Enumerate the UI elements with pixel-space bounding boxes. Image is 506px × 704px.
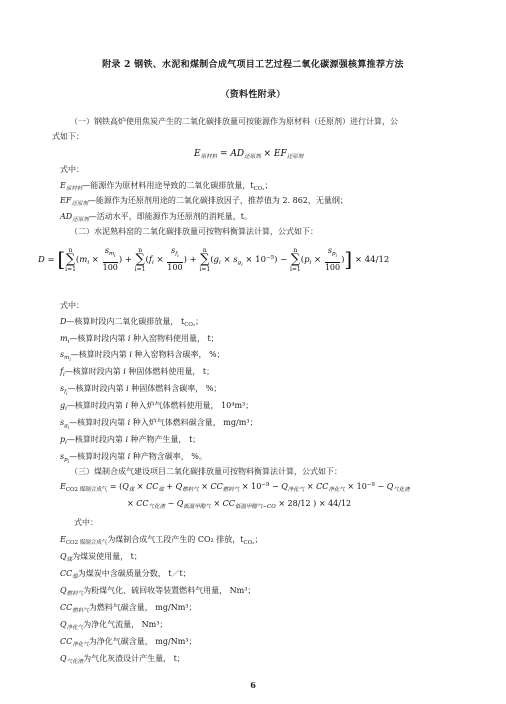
section3-def-Q-fuel: $Q_{燃料气}$为粉煤气化、硫回收等装置燃料气用量， Nm³； (60, 586, 256, 597)
section2-def-sf: $s_{f_i}—$核算时段内第 i 种固体燃料含碳率， %； (60, 384, 222, 398)
section2-intro: （二）水泥熟料窑的二氧化碳排放量可按物料衡算法计算，公式如下： (70, 227, 318, 236)
section2-def-f: $f_i—$核算时段内第 i 种固体燃料使用量， t； (60, 367, 215, 378)
section1-intro-line2: 式如下： (52, 132, 84, 141)
section3-where: 式中： (74, 518, 98, 527)
section2-def-sp: $s_{p_i}—$核算时段内第 i 种产物含碳率， %。 (60, 452, 207, 466)
equation-3-line1: $E_{CO2 煤制合成气} = (Q_煤 \times CC_煤 + Q_{燃料气} \times CC_{燃料气} \times 10^{-9} - Q_{净化气} \times CC_{净化气} \times 10^{-9} - Q_{气化渣}$ (60, 482, 410, 493)
section2-def-sg: $s_{g_i}—$核算时段内第 i 种入炉气体燃料碳含量， mg/m³； (60, 418, 258, 432)
appendix-subtitle: （资料性附录） (220, 90, 286, 100)
section3-def-Q-coal: $Q_煤$为煤炭使用量， t； (60, 552, 142, 563)
section3-def-CC-coal: $CC_煤$为煤炭中含碳质量分数， t／t； (60, 569, 191, 580)
section2-def-g: $g_i—$核算时段内第 i 种入炉气体燃料使用量， 10⁴m³； (60, 401, 254, 412)
section3-intro: （三）煤制合成气建设项目二氧化碳排放量可按物料衡算法计算，公式如下： (70, 467, 342, 476)
page-number: 6 (250, 680, 256, 690)
section3-def-Q-purified: $Q_{净化气}$为净化气流量， Nm³； (60, 620, 168, 631)
section2-def-sm: $s_{m_i}—$核算时段内第 i 种入窑物料含碳率， %； (60, 350, 225, 364)
section1-where: 式中： (60, 165, 84, 174)
equation-2: D = [ n ∑ $i=1(m_i$ × $\frac{s_{m_i}}{100}$ ) + n ∑ $i=1(f_i$ × $\frac{s_{f_i}}{100}$ ) + n ∑ $i=1(g_i \times s_{g_i} \times 10^{-5}) - n$ ∑ $i=1(p_i$ × $\frac{s_{p_i}}{100}$ )] × 44/12 (38, 246, 390, 273)
section3-def-E: $E_{CO2 煤制合成气}$为煤制合成气工段产生的 CO₂ 排放，$t_{CO_2}$； (60, 535, 263, 546)
section3-def-CC-fuel: $CC_{燃料气}$为燃料气碳含量， mg/Nm³； (60, 603, 197, 614)
section2-def-p: $p_i—$核算时段内第 i 种产物产生量， t； (60, 435, 201, 446)
section2-def-D: D—核算时段内二氧化碳排放量， $t_{CO_2}$； (60, 317, 204, 328)
section1-def-2: $EF_{还原剂}—$能源作为还原剂用途的二氧化碳排放因子，推荐值为 2. 862，无量纲； (60, 196, 348, 207)
equation-1: $E_{原材料} = AD_{还原剂} \times EF_{还原剂}$ (194, 149, 304, 160)
section2-where: 式中： (60, 301, 84, 310)
section1-intro-line1: （一）钢铁高炉使用焦炭产生的二氧化碳排放量可按能源作为原材料（还原剂）进行计算，公 (70, 117, 398, 126)
appendix-title: 附录 2 钢铁、水泥和煤制合成气项目工艺过程二氧化碳源强核算推荐方法 (102, 60, 404, 70)
equation-3-line2: × $CC_{气化渣} - Q_{低温甲醇气} \times CC_{低温甲醇气-CO} \times 28/12$ ) × 44/12 (127, 499, 352, 510)
section1-def-3: $AD_{还原剂}—$活动水平，即能源作为还原剂的消耗量，t。 (60, 212, 252, 223)
section3-def-CC-purified: $CC_{净化气}$为净化气碳含量， mg/Nm³； (60, 637, 197, 648)
section3-def-Q-slag: $Q_{气化渣}$为气化灰渣设计产生量， t； (60, 654, 185, 665)
section2-def-m: $m_i—$核算时段内第 i 种入窑物料使用量， t； (60, 334, 219, 345)
section1-def-1: $E_{原材料}—$能源作为原材料用途导致的二氧化碳排放量，$t_{CO_2}$； (60, 181, 273, 192)
